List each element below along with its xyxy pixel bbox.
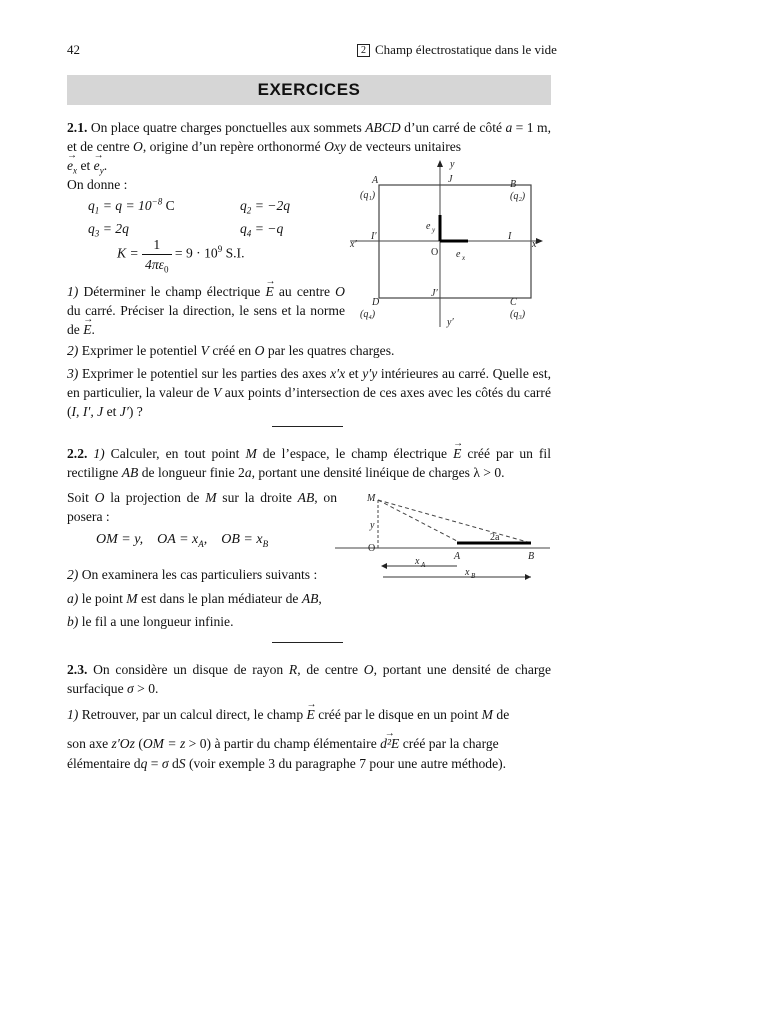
ex21-question-2: 2) Exprimer le potentiel V créé en O par les quatres charges. — [67, 343, 395, 358]
label-xA-sub: A — [421, 561, 426, 569]
label-B: B — [528, 551, 535, 562]
label-ey: e — [426, 221, 431, 232]
exercises-title: EXERCICES — [257, 80, 361, 99]
unit-vector-ey: → e — [94, 156, 100, 175]
label-xA: x — [415, 556, 420, 567]
label-Ip: I′ — [371, 231, 377, 242]
segment-MA — [378, 500, 457, 541]
ex23-intro: 2.3. On considère un disque de rayon R, de centre O, portant une densité de charge surfacique σ > 0. — [67, 662, 551, 696]
ex22-question-2: 2) On examinera les cas particuliers suivants : — [67, 567, 318, 582]
ex21-question-1: 1) Déterminer le champ électrique → E au centre O du carré. Préciser la direction, le sens et la norme de → E. — [67, 282, 345, 339]
label-yp: y′ — [447, 317, 454, 328]
charge-q2: $q_2 = -2q$ — [240, 198, 291, 216]
label-y: y — [450, 159, 455, 170]
ex22-question-1: 2.2. 1) Calculer, en tout point M de l’espace, le champ électrique → E créé par un fil rectiligne AB de longueur finie 2a, portant une densité linéique de charges λ > 0. — [67, 444, 551, 482]
constant-K: K = $\frac{1}{4\pi\varepsilon_0}$ = $9 \cdot 10^9$ S.I. — [117, 237, 245, 275]
label-ey-sub: y — [432, 226, 436, 234]
separator-2 — [272, 642, 343, 643]
ex21-given-label: On donne : — [67, 177, 128, 192]
ex22-number: 2.2. — [67, 446, 88, 461]
label-O: O — [368, 543, 376, 554]
ex23-number: 2.3. — [67, 662, 88, 677]
label-2a: 2a — [490, 532, 500, 543]
charge-q3: $q_3 = 2q$ — [88, 221, 129, 239]
chapter-number-box: 2 — [357, 44, 370, 57]
label-B: B — [510, 179, 517, 190]
label-J: J — [448, 174, 453, 185]
ex22-case-b: b) le fil a une longueur infinie. — [67, 614, 234, 629]
label-Jp: J′ — [431, 288, 438, 299]
label-y: y — [370, 520, 375, 531]
ex22-definitions: OM = y, OA = $x_A$, OB = $x_B$ — [96, 532, 269, 549]
label-xB: x — [465, 567, 470, 578]
ex23-question-1-line3: élémentaire dq = σ dS (voir exemple 3 du paragraphe 7 pour une autre méthode). — [67, 756, 507, 771]
ex21-question-3: 3) Exprimer le potentiel sur les parties des axes x′x et y′y intérieures au carré. Quelle est, en particulier, la valeur de V aux points d’intersection de ces axes avec les côtés du carré (I, I′, J et J′) ? — [67, 366, 551, 419]
label-O: O — [431, 247, 439, 258]
label-xB-sub: B — [471, 572, 476, 580]
x-axis-arrow — [536, 238, 543, 244]
unit-vector-ex: → e — [67, 156, 73, 175]
dimension-xA-arrow — [381, 563, 387, 569]
label-ex-sub: x — [462, 254, 466, 262]
label-qC: (q₃) — [510, 309, 526, 320]
wire-diagram — [335, 488, 555, 588]
label-qD: (q₄) — [360, 309, 376, 320]
label-M: M — [367, 493, 376, 504]
label-qB: (q₂) — [510, 191, 526, 202]
label-A: A — [372, 175, 379, 186]
label-x: x — [532, 239, 537, 250]
label-ex: e — [456, 249, 461, 260]
y-axis-arrow — [437, 160, 443, 167]
ex23-question-1-line2: son axe z′Oz (OM = z > 0) à partir du champ élémentaire → d²E créé par la charge — [67, 734, 551, 753]
ex23-question-1-line1: 1) Retrouver, par un calcul direct, le champ → E créé par le disque en un point M de — [67, 705, 551, 724]
label-xp: x′ — [350, 239, 357, 250]
charge-q4: $q_4 = -q$ — [240, 221, 284, 239]
page-number: 42 — [67, 42, 80, 57]
K-fraction: $\frac{1}{4\pi\varepsilon_0}$ — [142, 235, 171, 274]
label-D: D — [372, 297, 380, 308]
label-A: A — [454, 551, 461, 562]
label-C: C — [510, 297, 517, 308]
dimension-xB-arrow — [525, 574, 531, 580]
running-header — [357, 40, 557, 59]
ex21-intro: 2.1. On place quatre charges ponctuelles aux sommets ABCD d’un carré de côté a = 1 m, et de centre O, origine d’un repère orthonormé Oxy de vecteurs unitaires → $e_x$ et → $e_y$. — [67, 118, 551, 175]
chapter-title: Champ électrostatique dans le vide — [375, 42, 557, 57]
label-I: I — [508, 231, 512, 242]
charge-q1: $q_1 = q = 10^{-8}$ C — [88, 196, 175, 216]
label-qA: (q₁) — [360, 190, 376, 201]
separator-1 — [272, 426, 343, 427]
ex21-number: 2.1. — [67, 120, 88, 135]
ex22-soit: Soit O la projection de M sur la droite AB, on posera : — [67, 490, 337, 524]
segment-MB — [378, 500, 531, 543]
ex22-case-a: a) le point M est dans le plan médiateur de AB, — [67, 591, 322, 606]
square-charges-diagram — [340, 155, 555, 335]
